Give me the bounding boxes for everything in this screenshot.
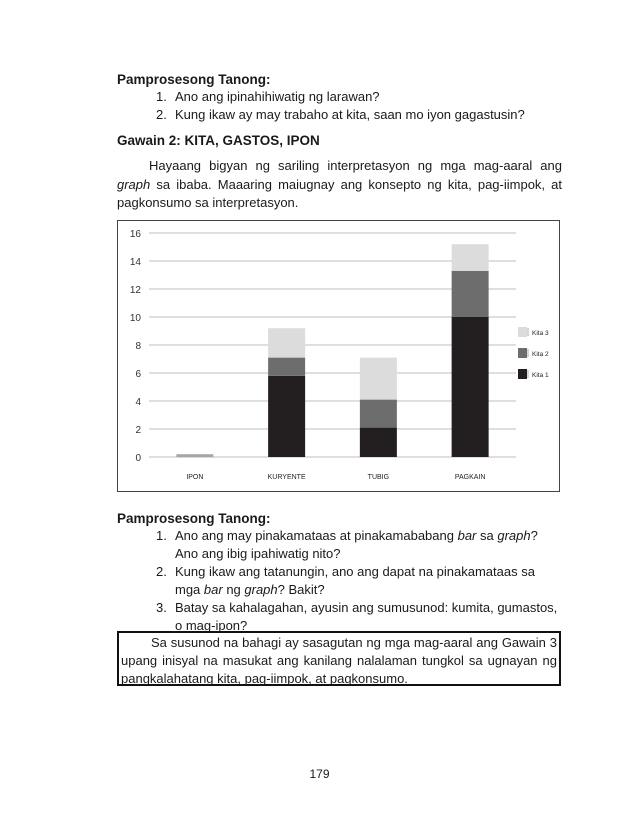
- legend-label: Kita 1: [532, 372, 549, 379]
- bar-segment-kita-1: [452, 317, 489, 457]
- emphasis: bar: [203, 582, 223, 597]
- legend-swatch: [518, 369, 527, 379]
- bar-segment-kita-3: [268, 328, 305, 357]
- x-tick-label: PAGKAIN: [454, 474, 486, 481]
- intro-text: sa ibaba. Maaaring maiugnay ang konsepto ng kita, pag-iimpok, at pagkonsumo sa interpretasyon.: [117, 176, 562, 210]
- x-tick-label: IPON: [186, 474, 204, 481]
- text-run: ? Bakit?: [277, 582, 325, 597]
- question-number: 2.: [156, 107, 167, 122]
- text-run: Kung ikaw ang tatanungin, ano ang dapat na pinakamataas sa mga: [175, 564, 535, 597]
- bar-segment-kita-3: [452, 244, 489, 271]
- emphasis: graph: [497, 528, 531, 543]
- legend-swatch: [518, 348, 527, 358]
- bar-segment-kita-1: [176, 454, 213, 457]
- intro-text: Hayaang bigyan ng sariling interpretasyon ng mga mag-aaral ang: [149, 158, 562, 173]
- y-tick-label: 8: [135, 341, 141, 352]
- legend-swatch: [518, 327, 527, 337]
- question-number: 1.: [156, 89, 167, 104]
- y-tick-label: 2: [135, 425, 141, 436]
- text-run: ? Ano ang ibig ipahiwatig nito?: [175, 528, 538, 561]
- y-tick-label: 12: [129, 285, 141, 296]
- y-tick-label: 0: [135, 453, 141, 464]
- question-number: 1.: [156, 528, 167, 543]
- bar-segment-kita-1: [360, 428, 397, 457]
- question-text: [175, 563, 562, 599]
- bar-segment-kita-3: [360, 358, 397, 400]
- stacked-bar-chart: [118, 221, 559, 491]
- section2-heading: Pamprosesong Tanong:: [117, 511, 271, 526]
- teacher-note-box: [117, 631, 561, 686]
- x-tick-label: KURYENTE: [267, 474, 306, 481]
- y-tick-label: 10: [129, 313, 141, 324]
- emphasis: bar: [457, 528, 477, 543]
- chart-frame: [117, 220, 560, 492]
- list-item: [156, 599, 562, 635]
- list-item: [156, 563, 562, 599]
- x-tick-label: TUBIG: [367, 474, 390, 481]
- question-text: Ano ang ipinahihiwatig ng larawan?: [175, 89, 380, 104]
- page-number: 179: [309, 767, 330, 781]
- bar-segment-kita-2: [360, 400, 397, 428]
- y-tick-label: 14: [129, 257, 141, 268]
- question-text: Batay sa kahalagahan, ayusin ang sumusunod: kumita, gumastos, o mag-ipon?: [175, 600, 558, 633]
- bar-segment-kita-2: [452, 271, 489, 317]
- bar-segment-kita-1: [268, 376, 305, 457]
- emphasis: graph: [244, 582, 278, 597]
- question-number: 2.: [156, 564, 167, 579]
- question-text: Kung ikaw ay may trabaho at kita, saan mo iyon gagastusin?: [175, 107, 525, 122]
- gawain2-intro: [117, 157, 562, 213]
- text-run: ng: [222, 582, 245, 597]
- y-tick-label: 16: [129, 229, 141, 240]
- bar-segment-kita-2: [268, 358, 305, 376]
- legend-label: Kita 3: [532, 330, 549, 337]
- y-tick-label: 4: [135, 397, 141, 408]
- teacher-note-text: Sa susunod na bahagi ay sasagutan ng mga mag-aaral ang Gawain 3 upang inisyal na masukat ang kanilang nalalaman tungkol sa ugnayan ng pangkalahatang kita, pag-iimpok, at pagkonsumo.: [121, 635, 557, 686]
- section1-heading: Pamprosesong Tanong:: [117, 72, 271, 87]
- legend-label: Kita 2: [532, 351, 549, 358]
- text-run: sa: [476, 528, 498, 543]
- question-number: 3.: [156, 600, 167, 615]
- y-tick-label: 6: [135, 369, 141, 380]
- text-run: Ano ang may pinakamataas at pinakamababang: [175, 528, 458, 543]
- gawain2-heading: Gawain 2: KITA, GASTOS, IPON: [117, 133, 320, 148]
- list-item: [156, 527, 562, 563]
- question-text: [175, 527, 562, 563]
- intro-emphasis: graph: [117, 176, 151, 192]
